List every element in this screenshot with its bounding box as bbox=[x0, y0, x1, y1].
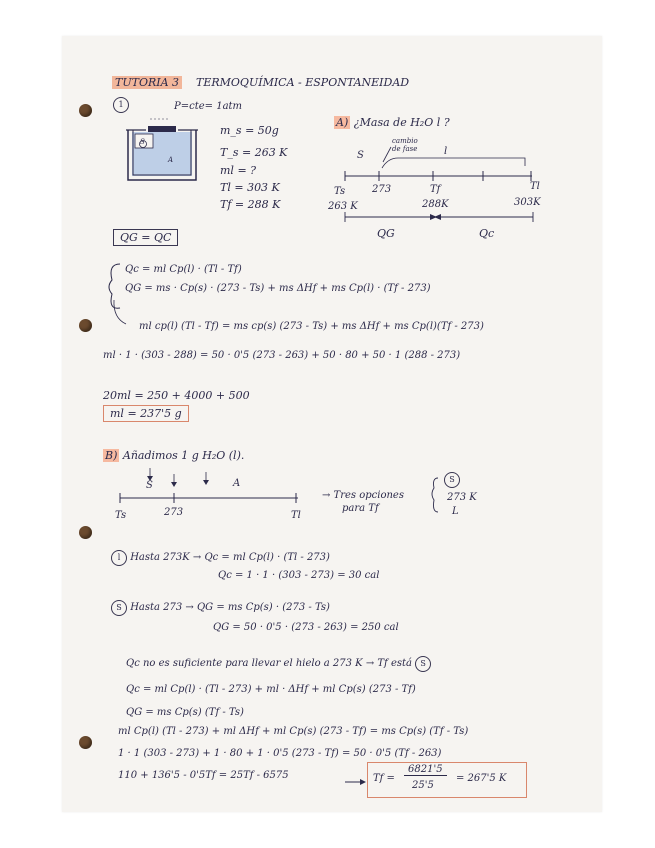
qg-label: QG bbox=[377, 227, 395, 240]
tick-288k: 288K bbox=[422, 199, 449, 210]
tick-273: 273 bbox=[372, 184, 392, 195]
equation-numeric: ml · 1 · (303 - 288) = 50 · 0'5 (273 - 263) + 50 · 80 + 50 · 1 (288 - 273) bbox=[103, 350, 461, 361]
given-3: ml = ? bbox=[220, 164, 257, 177]
part-a-question: A) ¿Masa de H₂O l ? bbox=[336, 116, 450, 129]
pressure-label: P=cte= 1atm bbox=[174, 101, 243, 112]
step2-a: S Hasta 273 → QG = ms Cp(s) · (273 - Ts) bbox=[111, 600, 330, 616]
side-s: S bbox=[444, 472, 460, 488]
final-result: Tf = 6821'5 25'5 = 267'5 K bbox=[367, 762, 527, 798]
equation-combined: ml cp(l) (Tl - Tf) = ms cp(s) (273 - Ts) + ms ΔHf + ms Cp(l)(Tf - 273) bbox=[139, 321, 484, 332]
line-b-tl: Tl bbox=[291, 510, 301, 521]
tick-303k: 303K bbox=[514, 197, 541, 208]
flask-s-label: S bbox=[140, 138, 145, 146]
given-1: m_s = 50g bbox=[220, 124, 279, 137]
equation-qg: QG = ms · Cp(s) · (273 - Ts) + ms ΔHf + ms Cp(l) · (Tf - 273) bbox=[125, 283, 431, 294]
options-line-2: para Tf bbox=[342, 503, 379, 514]
problem-number: 1 bbox=[113, 97, 129, 113]
conclusion: Qc no es suficiente para llevar el hielo a 273 K → Tf está S bbox=[126, 656, 431, 672]
calorimeter-icon bbox=[126, 119, 198, 180]
phase-l-label: l bbox=[444, 146, 448, 157]
tick-ts: Ts bbox=[334, 186, 346, 197]
brace bbox=[109, 264, 120, 308]
tick-tf: Tf bbox=[430, 184, 441, 195]
given-5: Tf = 288 K bbox=[220, 198, 281, 211]
tutoria-label: TUTORIA 3 bbox=[112, 76, 182, 89]
line-b-s: S bbox=[146, 480, 153, 491]
balance-equation: QG = QC bbox=[113, 231, 178, 244]
step1-a: l Hasta 273K → Qc = ml Cp(l) · (Tl - 273) bbox=[111, 550, 330, 566]
tick-263k: 263 K bbox=[328, 201, 358, 212]
line-b-273: 273 bbox=[164, 507, 184, 518]
equation-simplified: 20ml = 250 + 4000 + 500 bbox=[103, 389, 250, 402]
line-b-a: A bbox=[233, 478, 241, 489]
given-2: T_s = 263 K bbox=[220, 146, 288, 159]
equation-qc: Qc = ml Cp(l) · (Tl - Tf) bbox=[125, 264, 242, 275]
step1-b: Qc = 1 · 1 · (303 - 273) = 30 cal bbox=[218, 570, 380, 581]
step2-b: QG = 50 · 0'5 · (273 - 263) = 250 cal bbox=[213, 622, 399, 633]
side-l: L bbox=[452, 506, 459, 517]
page-title: TERMOQUÍMICA - ESPONTANEIDAD bbox=[196, 76, 410, 89]
tick-tl: Tl bbox=[530, 181, 540, 192]
equation-numeric-b: 1 · 1 (303 - 273) + 1 · 80 + 1 · 0'5 (273 - Tf) = 50 · 0'5 (Tf - 263) bbox=[118, 748, 442, 759]
equation-simplified-b: 110 + 136'5 - 0'5Tf = 25Tf - 6575 bbox=[118, 770, 289, 781]
flask-a-label: A bbox=[168, 156, 174, 164]
options-line-1: → Tres opciones bbox=[322, 490, 404, 501]
equation-qc-b: Qc = ml Cp(l) · (Tl - 273) + ml · ΔHf + ml Cp(s) (273 - Tf) bbox=[126, 684, 416, 695]
phase-change-note: cambio de fase bbox=[392, 137, 418, 153]
part-b-heading: B) Añadimos 1 g H₂O (l). bbox=[105, 449, 245, 462]
result-ml: ml = 237'5 g bbox=[103, 407, 189, 420]
equation-balance-b: ml Cp(l) (Tl - 273) + ml ΔHf + ml Cp(s) (273 - Tf) = ms Cp(s) (Tf - Ts) bbox=[118, 726, 469, 737]
line-b-ts: Ts bbox=[115, 510, 127, 521]
side-273k: 273 K bbox=[447, 492, 477, 503]
given-4: Tl = 303 K bbox=[220, 181, 280, 194]
equation-qg-b: QG = ms Cp(s) (Tf - Ts) bbox=[126, 707, 244, 718]
qc-label: Qc bbox=[479, 227, 495, 240]
phase-s-label: S bbox=[357, 150, 364, 161]
